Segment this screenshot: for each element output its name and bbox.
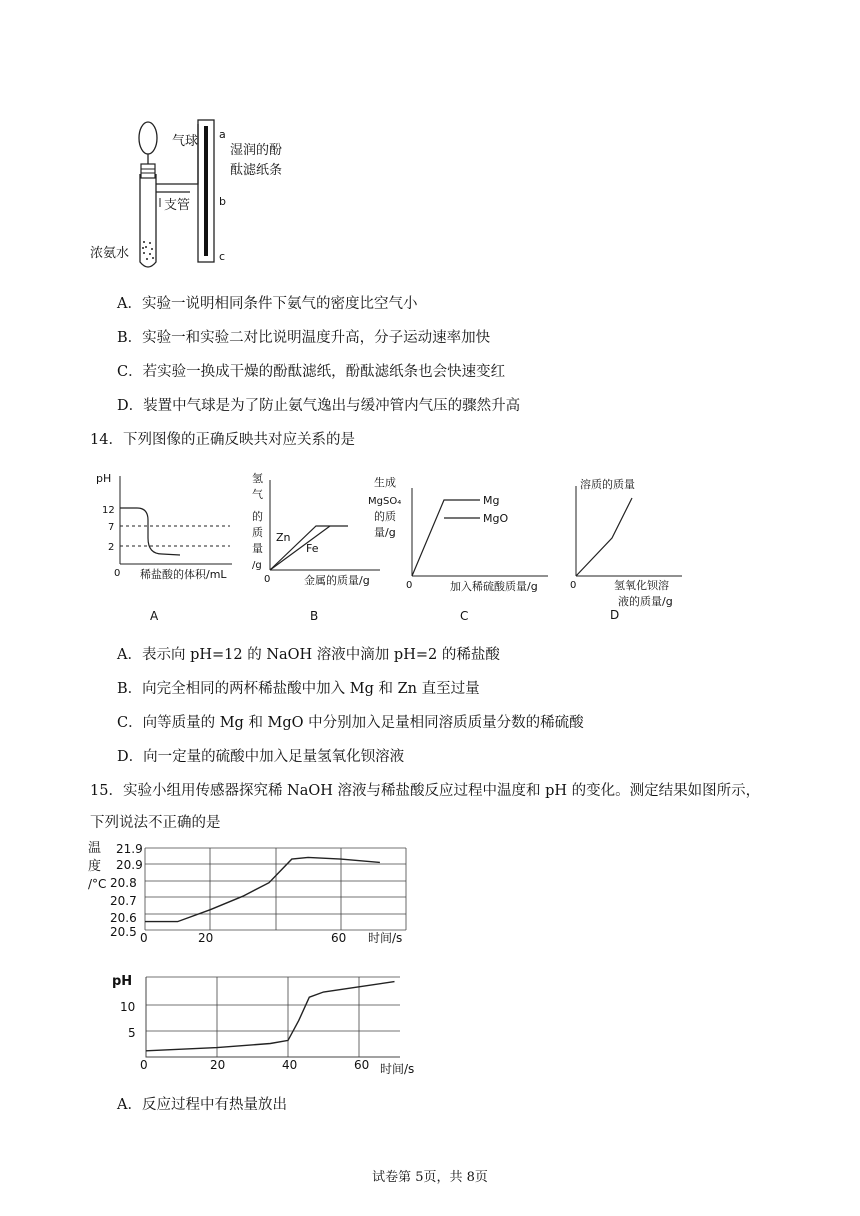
svg-text:Fe: Fe <box>306 542 319 555</box>
graph-a-curve <box>120 508 180 555</box>
svg-text:20.5: 20.5 <box>110 925 137 939</box>
svg-text:7: 7 <box>108 522 115 533</box>
svg-text:氢: 氢 <box>252 472 263 485</box>
svg-text:pH: pH <box>96 472 112 485</box>
graph-a-letter: A <box>150 609 159 623</box>
q13-option-a: A．实验一说明相同条件下氨气的密度比空气小 <box>117 296 418 312</box>
svg-text:60: 60 <box>354 1058 370 1072</box>
svg-text:60: 60 <box>331 931 347 945</box>
ph-chart <box>110 965 440 1075</box>
svg-text:5: 5 <box>128 1026 136 1040</box>
svg-text:液的质量/g: 液的质量/g <box>618 595 673 608</box>
svg-text:20: 20 <box>198 931 214 945</box>
svg-text:20.6: 20.6 <box>110 911 137 925</box>
svg-text:Mg: Mg <box>483 494 500 507</box>
svg-text:MgSO₄: MgSO₄ <box>368 496 402 507</box>
q14-graph-b <box>248 468 388 628</box>
q14-option-c: C．向等质量的 Mg 和 MgO 中分别加入足量相同溶质质量分数的稀硫酸 <box>117 715 584 731</box>
svg-text:0: 0 <box>140 1058 148 1072</box>
page-footer: 试卷第 5页，共 8页 <box>372 1170 488 1185</box>
svg-text:20.8: 20.8 <box>110 876 137 890</box>
ph-axis <box>146 977 400 1057</box>
q14-option-d: D．向一定量的硫酸中加入足量氢氧化钡溶液 <box>117 749 405 765</box>
balloon-label: 气球 <box>172 134 199 149</box>
q15-stem-line1: 15．实验小组用传感器探究稀 NaOH 溶液与稀盐酸反应过程中温度和 pH 的变化。测定结果如图所示， <box>90 783 761 799</box>
strip-label-2: 酞滤纸条 <box>230 163 283 178</box>
svg-text:时间/s: 时间/s <box>368 931 403 945</box>
svg-text:MgO: MgO <box>483 512 509 525</box>
q13-option-d: D．装置中气球是为了防止氨气逸出与缓冲管内气压的骤然升高 <box>117 398 521 414</box>
svg-text:的: 的 <box>252 510 263 523</box>
svg-text:生成: 生成 <box>374 476 396 489</box>
svg-text:时间/s: 时间/s <box>380 1062 415 1075</box>
svg-text:0: 0 <box>114 568 121 579</box>
svg-text:量/g: 量/g <box>374 526 396 539</box>
svg-text:20: 20 <box>210 1058 226 1072</box>
test-tube <box>140 174 156 267</box>
svg-text:12: 12 <box>102 505 115 516</box>
svg-text:21.9: 21.9 <box>116 842 143 856</box>
q15-option-a: A．反应过程中有热量放出 <box>117 1097 287 1113</box>
svg-text:氢氧化钡溶: 氢氧化钡溶 <box>614 579 669 592</box>
svg-text:40: 40 <box>282 1058 298 1072</box>
svg-text:Zn: Zn <box>276 531 291 544</box>
svg-text:2: 2 <box>108 542 115 553</box>
point-c: c <box>219 250 226 263</box>
ammonia-label: 浓氨水 <box>90 246 130 261</box>
temperature-chart <box>88 838 428 950</box>
svg-text:气: 气 <box>252 488 263 501</box>
graph-b-letter: B <box>310 609 319 623</box>
graph-c-letter: C <box>460 609 469 623</box>
svg-text:0: 0 <box>140 931 148 945</box>
svg-text:pH: pH <box>112 974 133 989</box>
svg-text:金属的质量/g: 金属的质量/g <box>304 574 370 587</box>
balloon <box>139 122 157 154</box>
svg-text:温: 温 <box>88 841 102 856</box>
q14-option-a: A．表示向 pH=12 的 NaOH 溶液中滴加 pH=2 的稀盐酸 <box>117 647 500 663</box>
q14-graph-d <box>566 468 696 628</box>
svg-text:20.7: 20.7 <box>110 894 137 908</box>
svg-text:0: 0 <box>264 574 271 585</box>
q14-graph-a <box>92 468 252 628</box>
point-a: a <box>219 128 226 141</box>
svg-text:的质: 的质 <box>374 510 396 523</box>
graph-d-letter: D <box>610 608 620 622</box>
q14-option-b: B．向完全相同的两杯稀盐酸中加入 Mg 和 Zn 直至过量 <box>117 681 480 697</box>
svg-text:溶质的质量: 溶质的质量 <box>580 478 635 491</box>
svg-text:稀盐酸的体积/mL: 稀盐酸的体积/mL <box>140 568 227 581</box>
svg-text:/g: /g <box>252 560 262 571</box>
svg-text:质: 质 <box>252 526 263 539</box>
q15-stem-line2: 下列说法不正确的是 <box>90 815 221 831</box>
svg-text:20.9: 20.9 <box>116 858 143 872</box>
svg-text:量: 量 <box>252 542 263 555</box>
branch-label: 支管 <box>164 198 191 213</box>
svg-text:0: 0 <box>570 580 577 591</box>
svg-text:加入稀硫酸质量/g: 加入稀硫酸质量/g <box>450 580 538 593</box>
q13-option-c: C．若实验一换成干燥的酚酞滤纸，酚酞滤纸条也会快速变红 <box>117 364 506 380</box>
q14-graph-c <box>368 468 558 628</box>
svg-text:10: 10 <box>120 1000 136 1014</box>
phenolphthalein-strip <box>204 126 208 256</box>
svg-text:/°C: /°C <box>88 877 107 891</box>
svg-text:0: 0 <box>406 580 413 591</box>
q14-stem: 14．下列图像的正确反映共对应关系的是 <box>90 432 355 448</box>
temperature-series-line <box>145 857 380 921</box>
point-b: b <box>219 195 226 208</box>
q13-option-b: B．实验一和实验二对比说明温度升高，分子运动速率加快 <box>117 330 491 346</box>
apparatus-figure <box>80 112 320 277</box>
ph-series-line <box>146 982 395 1051</box>
svg-text:度: 度 <box>88 859 102 874</box>
strip-label-1: 湿润的酚 <box>230 143 283 158</box>
